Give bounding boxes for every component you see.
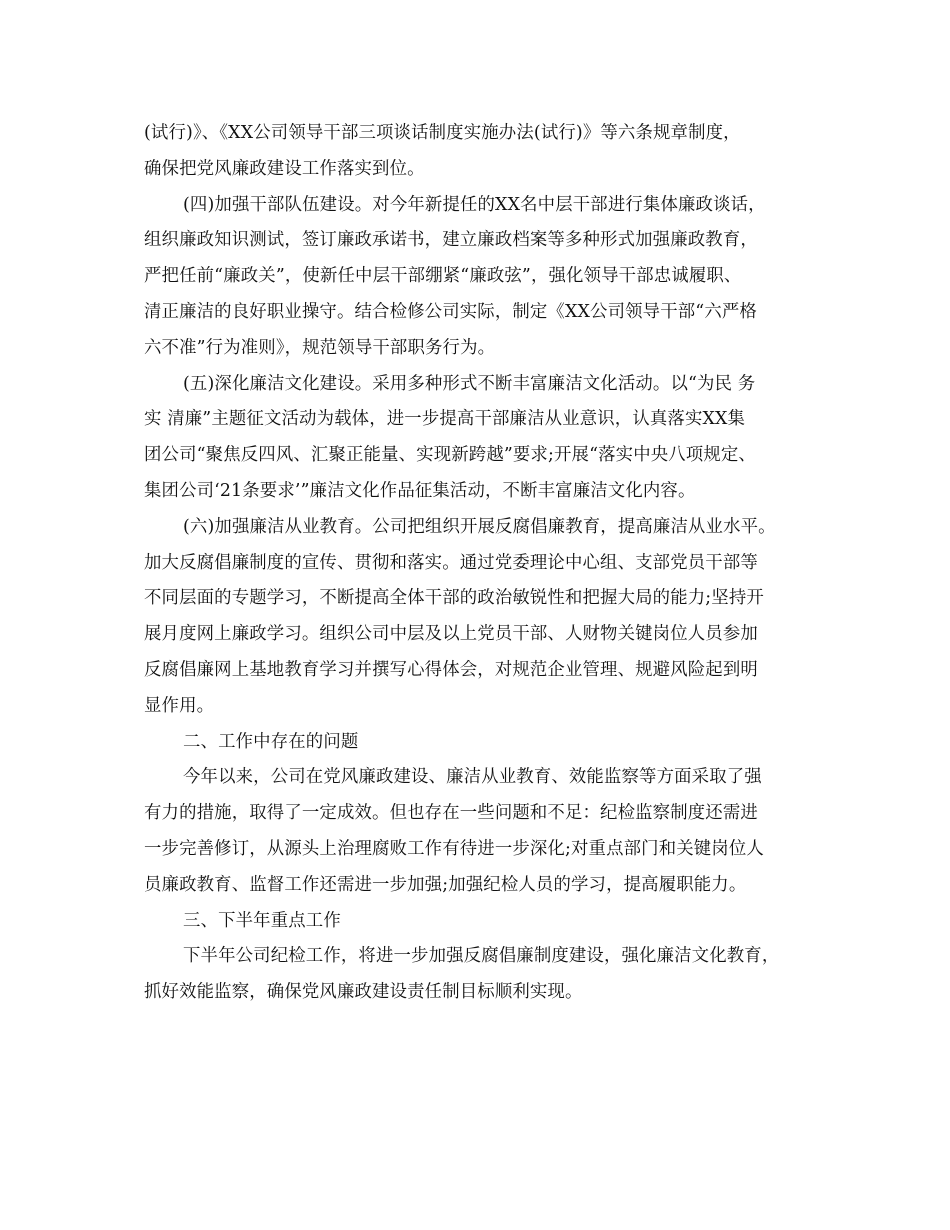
text-line: 集团公司‘21条要求’”廉洁文化作品征集活动，不断丰富廉洁文化内容。 [144,480,696,501]
section-heading: 二、工作中存在的问题 [183,731,359,752]
text-line: 严把任前“廉政关”，使新任中层干部绷紧“廉政弦”，强化领导干部忠诚履职、 [144,266,742,287]
text-line: 确保把党风廉政建设工作落实到位。 [144,158,425,179]
text-line: 员廉政教育、监督工作还需进一步加强;加强纪检人员的学习，提高履职能力。 [144,874,747,895]
section-heading: 三、下半年重点工作 [183,910,341,931]
text-line: 实 清廉”主题征文活动为载体，进一步提高干部廉洁从业意识，认真落实XX集 [144,409,746,430]
document-body [144,116,824,1011]
text-line: 组织廉政知识测试，签订廉政承诺书，建立廉政档案等多种形式加强廉政教育， [144,230,758,251]
text-line: 团公司“聚焦反四风、汇聚正能量、实现新跨越”要求;开展“落实中央八项规定、 [144,445,756,466]
text-line: (试行)》、《XX公司领导干部三项谈话制度实施办法(试行)》等六条规章制度， [144,123,741,143]
text-line: 抓好效能监察，确保党风廉政建设责任制目标顺利实现。 [144,982,583,1003]
text-line: 一步完善修订，从源头上治理腐败工作有待进一步深化;对重点部门和关键岗位人 [144,838,764,859]
text-line: 六不准”行为准则》，规范领导干部职务行为。 [144,337,496,358]
text-line: 反腐倡廉网上基地教育学习并撰写心得体会，对规范企业管理、规避风险起到明 [144,659,758,680]
paragraph-start-line: (四)加强干部队伍建设。对今年新提任的XX名中层干部进行集体廉政谈话， [183,194,766,215]
text-line: 显作用。 [144,695,215,716]
paragraph-start-line: 今年以来，公司在党风廉政建设、廉洁从业教育、效能监察等方面采取了强 [183,767,762,788]
text-line: 不同层面的专题学习，不断提高全体干部的政治敏锐性和把握大局的能力;坚持开 [144,588,764,609]
text-line: 清正廉洁的良好职业操守。结合检修公司实际，制定《XX公司领导干部“六严格 [144,301,757,322]
text-line: 展月度网上廉政学习。组织公司中层及以上党员干部、人财物关键岗位人员参加 [144,624,758,645]
text-line: 有力的措施，取得了一定成效。但也存在一些问题和不足：纪检监察制度还需进 [144,803,758,824]
paragraph-start-line: (五)深化廉洁文化建设。采用多种形式不断丰富廉洁文化活动。以“为民 务 [183,373,756,394]
text-line: 加大反腐倡廉制度的宣传、贯彻和落实。通过党委理论中心组、支部党员干部等 [144,552,758,573]
paragraph-start-line: 下半年公司纪检工作，将进一步加强反腐倡廉制度建设，强化廉洁文化教育， [183,946,780,967]
paragraph-start-line: (六)加强廉洁从业教育。公司把组织开展反腐倡廉教育，提高廉洁从业水平。 [183,516,776,537]
